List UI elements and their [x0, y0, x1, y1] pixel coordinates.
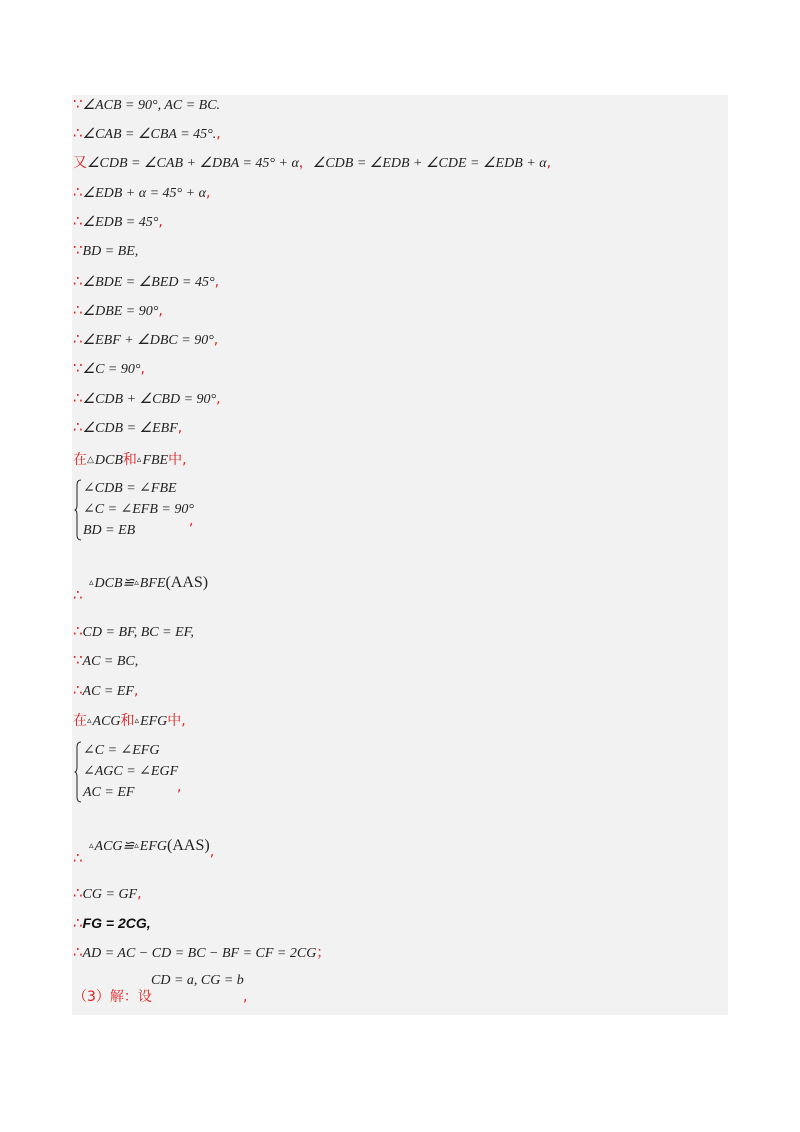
proof-line: ∴∠DBE = 90°,	[73, 301, 163, 319]
therefore-symbol: ∴	[73, 849, 83, 867]
triangle-intro: 在▵ACG和▵EFG中,	[73, 713, 186, 729]
system-tail: ,	[177, 779, 182, 795]
proof-line: ∴AC = EF,	[73, 681, 139, 699]
left-brace-icon	[74, 741, 82, 803]
left-brace-icon	[74, 479, 82, 541]
proof-line: ∵∠ACB = 90°, AC = BC.	[73, 95, 221, 113]
equation-system: ∠CDB = ∠FBE ∠C = ∠EFB = 90° BD = EB	[74, 479, 214, 543]
triangle-icon: ▵	[87, 715, 92, 725]
proof-line: ∵BD = BE,	[73, 241, 139, 259]
proof-line: ∴∠EDB = 45°,	[73, 212, 163, 230]
part3-tail: ,	[243, 989, 248, 1005]
proof-line: ∴CG = GF,	[73, 884, 142, 902]
therefore-symbol: ∴	[73, 586, 83, 604]
equation-system: ∠C = ∠EFG ∠AGC = ∠EGF AC = EF	[74, 741, 214, 805]
proof-line: ∴∠EDB + α = 45° + α,	[73, 183, 211, 201]
triangle-icon: ▵	[89, 840, 94, 850]
congruence-statement: ▵ACG≌▵EFG(AAS),	[89, 837, 215, 860]
proof-line: ∴FG = 2CG,	[73, 914, 151, 932]
triangle-icon: ▵	[134, 577, 139, 587]
proof-line: ∴∠EBF + ∠DBC = 90°,	[73, 330, 219, 348]
proof-line: ∴∠CDB = ∠EBF,	[73, 418, 183, 436]
triangle-icon: ▵	[89, 577, 94, 587]
solution-panel	[72, 95, 728, 1015]
proof-line: ∴∠CAB = ∠CBA = 45°.,	[73, 124, 221, 142]
part3-expression: CD = a, CG = b	[151, 973, 244, 988]
proof-line: ∴CD = BF, BC = EF,	[73, 622, 194, 640]
triangle-icon: ▵	[134, 840, 139, 850]
triangle-intro: 在△DCB和▵FBE中,	[73, 452, 187, 468]
congruence-statement: ▵DCB≌▵BFE(AAS)	[89, 574, 209, 591]
triangle-icon: ▵	[136, 454, 142, 464]
proof-line: ∴∠CDB + ∠CBD = 90°,	[73, 389, 221, 407]
proof-line: ∴AD = AC − CD = BC − BF = CF = 2CG；	[73, 943, 331, 961]
proof-line: ∴∠BDE = ∠BED = 45°,	[73, 272, 220, 290]
part3-label: （3）解：设	[73, 989, 152, 1005]
proof-line: 又∠CDB = ∠CAB + ∠DBA = 45° + α，∠CDB = ∠EDB + ∠CDE = ∠EDB + α,	[73, 155, 552, 171]
triangle-icon: ▵	[134, 715, 140, 725]
triangle-icon: △	[87, 454, 94, 464]
proof-line: ∵AC = BC,	[73, 651, 139, 669]
system-tail: ,	[189, 513, 194, 529]
proof-line: ∵∠C = 90°,	[73, 359, 145, 377]
